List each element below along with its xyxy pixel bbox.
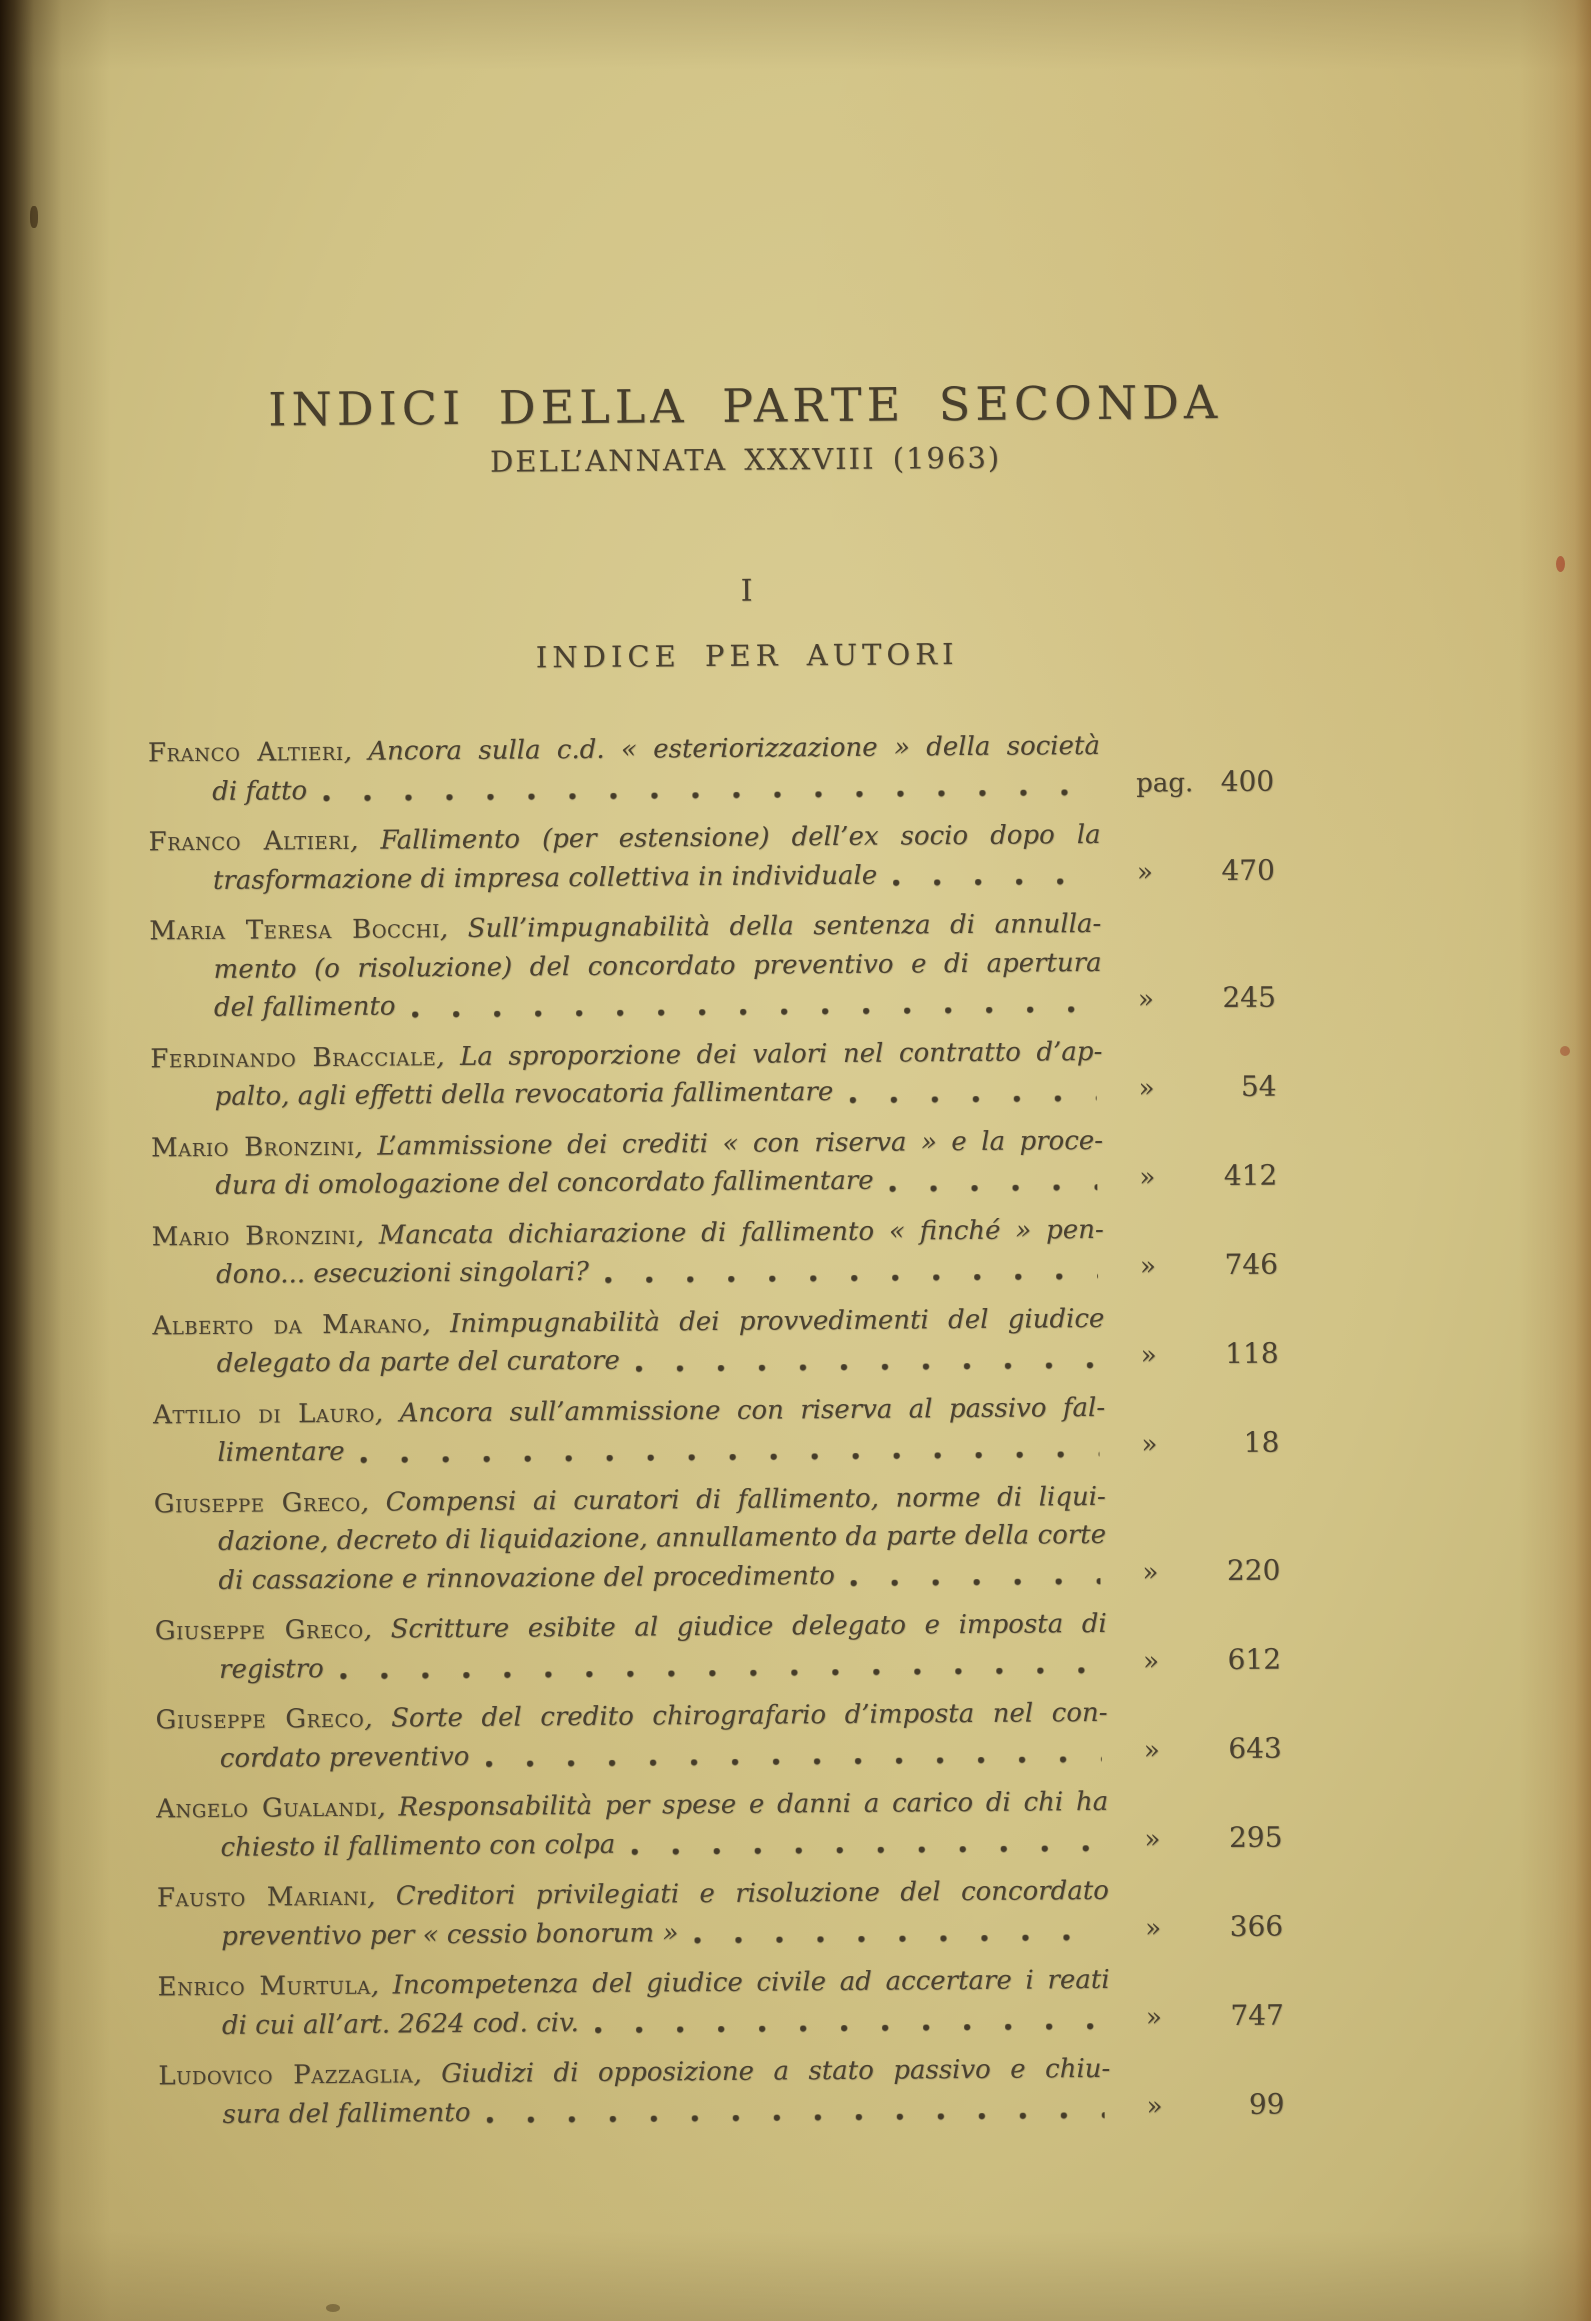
entry-title-end: trasformazione di impresa collettiva in individuale: [212, 860, 878, 896]
heading-block: [215, 376, 1277, 678]
entry-author: Maria Teresa Bocchi: [149, 914, 440, 947]
entry-first-line: [156, 1783, 1108, 1829]
dot-leader: [893, 878, 1095, 887]
page-ref-label: »: [1139, 1162, 1156, 1193]
entry-title-start: , Incompetenza del giudice civile ad accertare i reati: [370, 1964, 1110, 2001]
entry-last-line: [156, 1732, 1108, 1778]
entry-first-line: [157, 1961, 1109, 2007]
paper-speck: [326, 2304, 340, 2312]
page-ref-label: pag.: [1136, 767, 1194, 799]
entry-first-line: [155, 1694, 1107, 1740]
entry-last-line: [149, 854, 1101, 900]
page-ref-label: »: [1141, 1429, 1158, 1460]
entry-title-start: , Fallimento (per estensione) dell’ex socio dopo la: [349, 819, 1101, 856]
entry-author: Giuseppe Greco: [155, 1703, 365, 1736]
page-reference: [1138, 1068, 1276, 1109]
page-number: 99: [1248, 2087, 1285, 2121]
index-entry: [156, 1872, 1284, 1956]
entry-first-line: [149, 905, 1101, 951]
index-entry: [149, 905, 1276, 1028]
index-entry: [154, 1605, 1282, 1689]
index-entry: [151, 1210, 1279, 1294]
page-number: 18: [1243, 1425, 1280, 1459]
dot-leader: [851, 1578, 1101, 1587]
index-entry: [150, 1121, 1278, 1205]
page-number: 400: [1220, 764, 1275, 798]
page-ref-label: »: [1137, 984, 1154, 1015]
entry-first-line: [158, 2050, 1110, 2096]
entry-title-end: di cassazione e rinnovazione del procedimento: [218, 1560, 835, 1596]
entry-last-line: [155, 1643, 1107, 1689]
page-ref-label: »: [1145, 2002, 1162, 2033]
dot-leader: [605, 1272, 1098, 1283]
entry-title-start: , Scritture esibite al giudice delegato e imposta di: [363, 1608, 1107, 1645]
page-number: 746: [1224, 1247, 1279, 1281]
paper-speck: [1556, 556, 1565, 572]
entry-first-line: [155, 1605, 1107, 1651]
entry-last-line: [153, 1338, 1105, 1384]
entry-author: Mario Bronzini: [150, 1131, 355, 1163]
page-ref-label: »: [1140, 1340, 1157, 1371]
entries-list: [148, 726, 1289, 2135]
entry-title-end: palto, agli effetti della revocatoria fallimentare: [214, 1077, 834, 1112]
index-entry: [148, 816, 1275, 900]
entry-title-start: , L’ammissione dei crediti « con riserva » e la proce-: [354, 1125, 1104, 1162]
entry-author: Mario Bronzini: [151, 1220, 356, 1252]
entry-title-start: , Giudizi di opposizione a stato passivo e chiu-: [413, 2053, 1111, 2090]
page-ref-label: »: [1136, 857, 1153, 888]
index-entry: [153, 1477, 1281, 1600]
entry-author: Attilio di Lauro: [152, 1398, 375, 1430]
entry-title-start: , Creditori privilegiati e risoluzione del concordato: [367, 1875, 1109, 1912]
section-number: I: [740, 573, 753, 609]
page-number: 220: [1226, 1553, 1281, 1587]
page-subtitle: DELL’ANNATA XXXVIII (1963): [489, 440, 1002, 479]
dot-leader: [636, 1361, 1099, 1372]
dot-leader: [361, 1450, 1100, 1463]
page-number: 118: [1225, 1336, 1279, 1370]
entry-last-line: [158, 2088, 1110, 2134]
entry-title-start: , Ancora sull’ammissione con riserva al passivo fal-: [374, 1392, 1106, 1429]
entry-title-end: sura del fallimento: [222, 2097, 471, 2130]
entry-title-start: , Mancata dichiarazione di fallimento « finché » pen-: [355, 1214, 1104, 1251]
index-entry: [152, 1299, 1279, 1383]
entry-last-line: [158, 1999, 1110, 2045]
page-ref-label: »: [1145, 1913, 1162, 1944]
entry-middle-lines: [149, 943, 1101, 989]
dot-leader: [694, 1934, 1103, 1944]
page-number: 412: [1223, 1158, 1278, 1192]
entry-first-line: [152, 1299, 1104, 1345]
entry-title-start: , Responsabilità per spese e danni a carico di chi ha: [377, 1786, 1109, 1823]
page-content: [145, 376, 1289, 2147]
entry-title-end: delegato da parte del curatore: [216, 1345, 620, 1379]
dot-leader: [340, 1667, 1101, 1680]
entry-title-end: limentare: [217, 1436, 345, 1468]
index-entry: [147, 727, 1275, 811]
dot-leader: [485, 1756, 1101, 1768]
entry-title-start: , Inimpugnabilità dei provvedimenti del giudice: [422, 1303, 1105, 1339]
page-reference: [1140, 1246, 1278, 1287]
entry-title-end: cordato preventivo: [219, 1741, 470, 1774]
entry-author: Fausto Mariani: [156, 1881, 368, 1914]
index-entry: [150, 1032, 1277, 1116]
page-number: 470: [1221, 853, 1275, 887]
entry-last-line: [151, 1160, 1103, 1206]
page-number: 747: [1230, 1998, 1284, 2032]
dot-leader: [849, 1094, 1096, 1103]
paper-speck: [1560, 1046, 1570, 1056]
entry-first-line: [148, 816, 1100, 862]
entry-first-line: [151, 1121, 1103, 1167]
page-reference: [1142, 1551, 1280, 1592]
page-ref-label: »: [1138, 1073, 1155, 1104]
entry-title-end: del fallimento: [213, 991, 396, 1023]
page-ref-label: »: [1146, 2090, 1163, 2122]
page-ref-label: »: [1142, 1646, 1160, 1677]
page-reference: [1141, 1424, 1279, 1465]
entry-title-end: preventivo per « cessio bonorum »: [221, 1917, 679, 1952]
entry-last-line: [157, 1910, 1109, 1956]
section-heading: INDICE PER AUTORI: [535, 637, 959, 675]
entry-first-line: [150, 1032, 1102, 1078]
entry-author: Ferdinando Bracciale: [150, 1041, 437, 1074]
page-reference: [1144, 1729, 1282, 1770]
page-reference: [1146, 2085, 1284, 2126]
paper-speck: [30, 206, 38, 228]
page-reference: [1143, 1640, 1281, 1681]
entry-author: Giuseppe Greco: [154, 1614, 364, 1647]
page-number: 643: [1228, 1731, 1282, 1765]
page-ref-label: »: [1143, 1735, 1160, 1766]
dot-leader: [890, 1183, 1098, 1192]
page-reference: [1139, 1157, 1277, 1198]
index-entry: [155, 1694, 1282, 1778]
dot-leader: [486, 2112, 1104, 2124]
entry-last-line: [148, 765, 1100, 811]
index-entry: [158, 2050, 1285, 2134]
dot-leader: [631, 1845, 1102, 1856]
entry-first-line: [152, 1210, 1104, 1256]
entry-author: Alberto da Marano: [152, 1308, 423, 1341]
page-ref-label: »: [1142, 1557, 1159, 1588]
dot-leader: [595, 2023, 1104, 2034]
page-number: 295: [1228, 1820, 1283, 1854]
entry-first-line: [157, 1872, 1109, 1918]
entry-author: Franco Altieri: [147, 736, 344, 769]
entry-title-end: dono... esecuzioni singolari?: [215, 1256, 590, 1290]
entry-author: Franco Altieri: [148, 825, 351, 858]
entry-title-start: , Sull’impugnabilità della sentenza di annulla-: [439, 908, 1102, 945]
page-reference: [1145, 1907, 1283, 1948]
entry-title-start: , Ancora sulla c.d. « esteriorizzazione » della società: [343, 730, 1101, 767]
page-reference: [1136, 762, 1274, 803]
entry-title-end: registro: [218, 1653, 324, 1685]
page-title: INDICI DELLA PARTE SECONDA: [268, 374, 1223, 437]
entry-first-line: [153, 1388, 1105, 1434]
page-reference: [1144, 1818, 1282, 1859]
entry-last-line: [152, 1249, 1104, 1295]
entry-author: Ludovico Pazzaglia: [158, 2059, 414, 2092]
entry-title-start: , Compensi ai curatori di fallimento, norme di liqui-: [360, 1481, 1106, 1518]
entry-middle-lines: [154, 1516, 1106, 1562]
page-reference: [1137, 851, 1275, 892]
entry-author: Giuseppe Greco: [153, 1487, 361, 1519]
page-number: 245: [1222, 980, 1276, 1014]
entry-line: dazione, decreto di liquidazione, annullamento da parte della corte: [217, 1519, 1107, 1557]
entry-line: mento (o risoluzione) del concordato preventivo e di apertura: [213, 947, 1102, 985]
entry-first-line: [148, 727, 1100, 773]
entry-title-end: di cui all’art. 2624 cod. civ.: [221, 2007, 579, 2041]
entry-title-end: di fatto: [212, 775, 308, 807]
entry-author: Angelo Gualandi: [156, 1792, 378, 1825]
page-number: 366: [1229, 1909, 1284, 1943]
page-number: 612: [1227, 1642, 1282, 1676]
entry-last-line: [153, 1427, 1105, 1473]
entry-title-end: chiesto il fallimento con colpa: [220, 1829, 616, 1863]
dot-leader: [323, 789, 1094, 802]
entry-last-line: [156, 1821, 1108, 1867]
entry-title-start: , La sproporzione dei valori nel contratto d’ap-: [436, 1036, 1103, 1072]
entry-title-start: , Sorte del credito chirografario d’imposta nel con-: [364, 1697, 1108, 1734]
entry-last-line: [150, 1071, 1102, 1117]
dot-leader: [412, 1005, 1096, 1017]
entry-author: Enrico Murtula: [157, 1970, 371, 2003]
entry-last-line: [150, 982, 1102, 1028]
index-entry: [157, 1961, 1284, 2045]
page-reference: [1146, 1996, 1284, 2037]
entry-title-end: dura di omologazione del concordato fallimentare: [215, 1165, 874, 1201]
entry-last-line: [154, 1554, 1106, 1600]
page-reference: [1138, 979, 1276, 1020]
page-number: 54: [1240, 1069, 1277, 1103]
index-entry: [152, 1388, 1280, 1472]
index-entry: [156, 1783, 1283, 1867]
page-reference: [1141, 1335, 1279, 1376]
page-ref-label: »: [1139, 1251, 1157, 1282]
page-ref-label: »: [1144, 1824, 1161, 1855]
